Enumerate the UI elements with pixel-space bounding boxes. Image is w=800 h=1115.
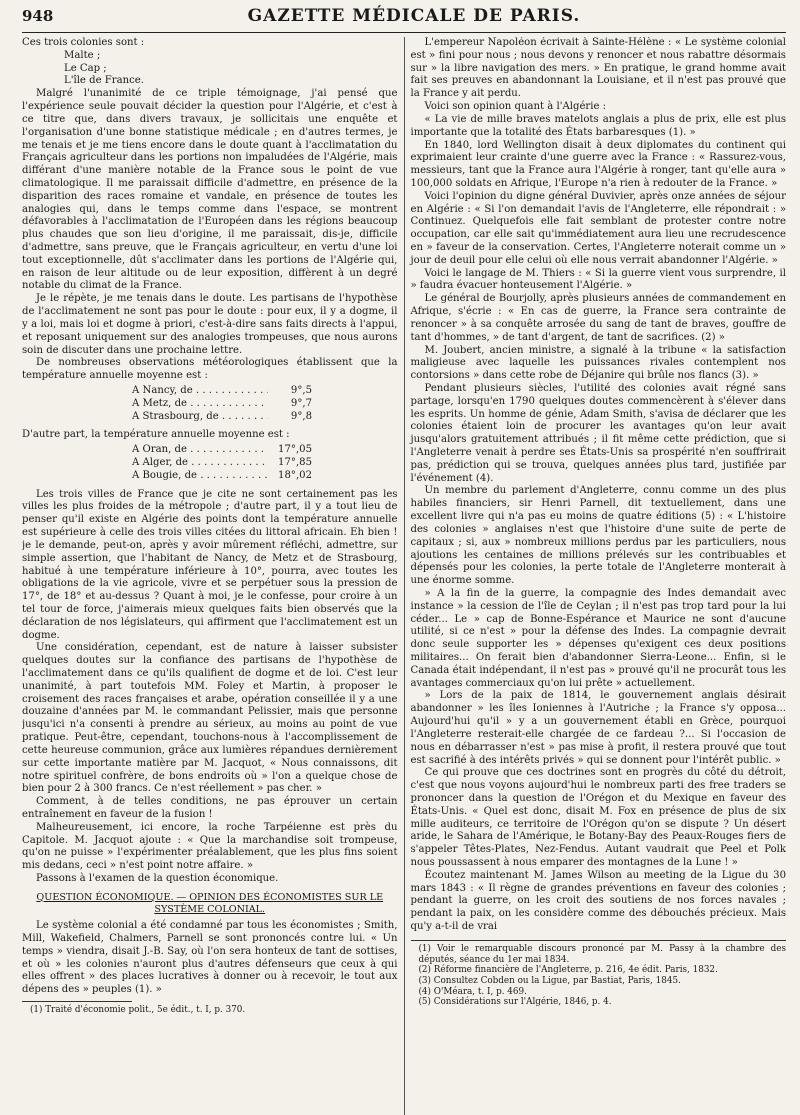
paragraph: Pendant plusieurs siècles, l'utilité des colonies avait régné sans partage, lorsqu'en 1790 quelques doutes commencèrent à s'élever dans les esprits. Un homme de génie, Adam Smith, s'avisa de déclarer que les colonies étaient loin de procurer les avantages qu'on leur avait jusqu'alors gratuitement attribués ; il fit même cette prédiction, que si l'Angleterre venait à perdre ses États-Unis sa prospérité n'en souffrirait pas, prédiction qui se trouva, quelques années plus tard, justifiée par l'événement (4). — [410, 382, 786, 484]
temperature-value: 17°,85 — [278, 457, 312, 468]
colony-item: L'île de France. — [64, 75, 144, 87]
paragraph: Un membre du parlement d'Angleterre, connu comme un des plus habiles financiers, sir Henri Parnell, dit textuellement, dans une excellent livre qui n'a pas eu moins de quatre éditions (5) : « L'histoire des colonies » anglaises n'est que l'histoire d'une suite de perte de capitaux ; si, aux » nombreux millions perdus par les particuliers, nous ajoutions les centaines de millions prélevés sur les contribuables et dépensés pour les colonies, la perte totale de l'Angleterre monterait à une énorme somme. — [410, 485, 786, 587]
paragraph: Écoutez maintenant M. James Wilson au meeting de la Ligue du 30 mars 1843 : « Il règne de grandes préventions en faveur des colonies ; pendant la guerre, on les croit des soutiens de nos forces navales ; pendant la paix, on les considère comme des débouchés précieux. Mais qu'y a-t-il de vrai — [410, 869, 786, 933]
footnotes — [411, 940, 787, 1008]
right-column — [404, 37, 787, 1115]
paragraph: D'autre part, la température annuelle moyenne est : — [22, 429, 290, 441]
page-header — [22, 6, 786, 33]
temperature-row — [132, 444, 312, 457]
article-columns — [22, 37, 786, 1115]
paragraph: Voici le langage de M. Thiers : « Si la guerre vient vous surprendre, il » faudra évacuer honteusement l'Algérie. » — [410, 267, 786, 292]
paragraph: Comment, à de telles conditions, ne pas éprouver un certain entraînement en faveur de la fusion ! — [22, 796, 398, 820]
paragraph: Le système colonial a été condamné par tous les économistes ; Smith, Mill, Wakefield, Chalmers, Parnell se sont prononcés contre lui. « Un temps » viendra, disait J.-B. Say, où l'on sera honteux de tant de sottises, et où » les colonies n'auront plus d'autres défenseurs que ceux à qui elles offrent » des places lucratives à donner ou à recevoir, le tout aux dépens des » peuples (1). » — [22, 920, 398, 996]
footnote: (2) Réforme financière de l'Angleterre, p. 216, 4e édit. Paris, 1832. — [418, 965, 718, 976]
footnote: (4) O'Méara, t. I, p. 469. — [418, 986, 527, 997]
temperature-table-algerie — [132, 444, 398, 482]
section-heading — [22, 892, 398, 916]
colony-item: Le Cap ; — [64, 62, 107, 74]
paragraph: Ces trois colonies sont : — [22, 37, 145, 48]
paragraph: M. Joubert, ancien ministre, a signalé à la tribune « la satisfaction maligieuse avec laquelle les puissances rivales contemplent nos contorsions » dans cette robe de Déjanire qui brûle nos flancs (3). » — [410, 344, 786, 382]
left-column — [22, 37, 404, 1115]
colony-item: Malte ; — [64, 49, 101, 61]
paragraph: L'empereur Napoléon écrivait à Sainte-Hélène : « Le système colonial est » fini pour nous ; nous devons y renoncer et nous rabattre désormais sur » la libre navigation des mers. » En pratique, le grand homme avait fait ses preuves en abandonnant la Louisiane, et il n'est pas prouvé que la France y ait perdu. — [410, 37, 786, 100]
temperature-table-france — [132, 385, 398, 423]
temperature-row — [132, 411, 312, 424]
page-number: 948 — [22, 7, 54, 25]
paragraph: De nombreuses observations météorologiques établissent que la température annuelle moyenne est : — [22, 357, 398, 382]
colonies-list — [22, 50, 398, 88]
paragraph: Voici son opinion quant à l'Algérie : — [424, 101, 607, 113]
paragraph: Je le répète, je me tenais dans le doute. Les partisans de l'hypothèse de l'acclimatement ne sont pas pour le doute : pour eux, il y a dogme, il y a loi, mais loi et dogme à priori, c'est-à-dire sans faits directs à l'appui, et reposant uniquement sur des analogies trompeuses, que nous aurons soin de discuter dans une prochaine lettre. — [22, 293, 398, 356]
section-heading-text: QUESTION ÉCONOMIQUE. — OPINION DES ÉCONOMISTES SUR LE SYSTÈME COLONIAL. — [36, 891, 384, 915]
paragraph: » Lors de la paix de 1814, le gouvernement anglais désirait abandonner » les îles Ioniennes à l'Autriche ; la France s'y opposa... Aujourd'hui qu'il » y a un gouvernement établi en Grèce, pourquoi l'Angleterre resterait-elle chargée de ce fardeau ?... Si l'occasion de nous en débarrasser n'est » pas mise à profit, il restera prouvé que tout est sacrifié à des intérêts privés » qui se donnent pour l'intérêt public. » — [410, 690, 786, 766]
paragraph: Le général de Bourjolly, après plusieurs années de commandement en Afrique, s'écrie : « En cas de guerre, la France sera contrainte de renoncer » à sa conquête arrosée du sang de tant de braves, gouffre de tant d'hommes, » de tant d'argent, de tant de sacrifices. (2) » — [410, 293, 786, 343]
paragraph: Les trois villes de France que je cite ne sont certainement pas les villes les plus froides de la métropole ; d'autre part, il y a tout lieu de penser qu'il existe en Algérie des points dont la température annuelle est supérieure à celle des trois villes citées du littoral africain. Eh bien ! je le demande, peut-on, après y avoir mûrement réfléchi, admettre, sur simple assertion, que l'habitant de Nancy, de Metz et de Strasbourg, habitué à une température inférieure à 10°, pourra, avec toutes les obligations de la vie agricole, vivre et se perpétuer sous la pression de 17°, de 18° et au-dessus ? Quant à moi, je le confesse, pour croire à un tel tour de force, j'aimerais mieux quelques faits bien observés que la déclaration de nos législateurs, qui affirment que l'acclimatement est un dogme. — [22, 488, 398, 641]
temperature-row — [132, 457, 312, 470]
paragraph: En 1840, lord Wellington disait à deux diplomates du continent qui exprimaient leur crainte d'une guerre avec la France : « Rassurez-vous, messieurs, tant que la France aura l'Algérie à ronger, tant qu'elle aura » 100,000 soldats en Afrique, l'Europe n'a rien à redouter de la France. » — [410, 139, 786, 189]
footnote-divider — [22, 1001, 132, 1002]
footnotes — [22, 1005, 398, 1016]
temperature-value: 17°,05 — [278, 444, 312, 456]
journal-title: GAZETTE MÉDICALE DE PARIS. — [247, 6, 581, 26]
paragraph: Ce qui prouve que ces doctrines sont en progrès du côté du détroit, c'est que nous voyons aujourd'hui le nombreux parti des free traders se prononcer dans la question de l'Orégon et du Mexique en faveur des États-Unis. « Quel est donc, disait M. Fox en présence de plus de six mille auditeurs, ce territoire de l'Orégon qu'on se dispute ? Un désert aride, le Sahara de l'Amérique, le Botany-Bay des Peaux-Rouges fiers de s'appeler Têtes-Plates, Nez-Fendus. Autant vaudrait que Peel et Polk nous poussassent à nous emparer des montagnes de la Lune ! » — [410, 767, 786, 868]
footnote: (3) Consultez Cobden ou la Ligue, par Bastiat, Paris, 1845. — [418, 976, 681, 987]
footnote: (1) Traité d'économie polit., 5e édit., t. I, p. 370. — [30, 1005, 246, 1016]
city-name: A Bougie, de . . . — [132, 470, 268, 483]
city-name: A Nancy, de . . . — [132, 385, 268, 398]
temperature-value: 9°,5 — [290, 384, 312, 396]
paragraph: « La vie de mille braves matelots anglais a plus de prix, elle est plus importante que la totalité des États barbaresques (1). » — [410, 113, 786, 138]
paragraph: Une considération, cependant, est de nature à laisser subsister quelques doutes sur la confiance des partisans de l'hypothèse de l'acclimatement dans ce qu'ils qualifient de dogme et de loi. C'est leur unanimité, à part toutefois MM. Foley et Martin, à proposer le croisement des races françaises et arabe, opération conseillée il y a une douzaine d'années par M. le commandant Pelissier, mais que personne jusqu'ici n'a consenti à prendre au sérieux, au moins au point de vue pratique. Peut-être, cependant, touchons-nous à l'accomplissement de cette heureuse communion, grâce aux lumières répandues dernièrement sur cette importante matière par M. Jacquot, « Nous connaissons, dit notre spirituel confrère, de bons endroits où » l'on a quelque chose de bien pour 2 à 300 francs. Ce n'est réellement » pas cher. » — [22, 642, 398, 795]
temperature-value: 18°,02 — [278, 469, 312, 481]
paragraph: » A la fin de la guerre, la compagnie des Indes demandait avec instance » la cession de l'île de Ceylan ; il n'est pas trop tard pour la lui céder... Le » cap de Bonne-Espérance et Maurice ne sont d'aucune utilité, si ce n'est » pour la défense des Indes. La compagnie devrait donc seule supporter les » dépenses qu'exigent ces deux positions militaires... On ferait bien d'abandonner Sierra-Leone... Enfin, si le Canada était indépendant, il n'est pas » prouvé qu'il ne procurât tous les avantages commerciaux qu'on lui prête » actuellement. — [410, 587, 786, 689]
footnote: (1) Voir le remarquable discours prononcé par M. Passy à la chambre des députés, séance du 1er mai 1834. — [418, 943, 786, 965]
temperature-value: 9°,8 — [290, 410, 312, 422]
paragraph: Passons à l'examen de la question économique. — [36, 873, 279, 884]
city-name: A Oran, de . . . — [132, 444, 268, 457]
footnote: (5) Considérations sur l'Algérie, 1846, p. 4. — [418, 997, 612, 1008]
temperature-row — [132, 385, 312, 398]
city-name: A Alger, de . . . — [132, 457, 268, 470]
temperature-value: 9°,7 — [290, 397, 312, 409]
paragraph: Voici l'opinion du digne général Duvivier, après onze années de séjour en Algérie : « Si l'on demandait l'avis de l'Angleterre, elle répondrait : » Continuez. Quelquefois elle fait semblant de protester contre notre occupation, car elle sait qu'immédiatement aura lieu une recrudescence en » faveur de la conservation. Certes, l'Angleterre noterait comme un » jour de deuil pour elle celui où elle nous verrait abandonner l'Algérie. » — [410, 190, 786, 266]
temperature-row — [132, 470, 312, 483]
temperature-row — [132, 398, 312, 411]
paragraph: Malgré l'unanimité de ce triple témoignage, j'ai pensé que l'expérience seule pouvait décider la question pour l'Algérie, et c'est à ce titre que, dans divers travaux, je sollicitais une enquête et l'organisation d'une bonne statistique médicale ; en d'autres termes, je me tenais et je me tiens encore dans le doute quant à l'acclimatation du Français agriculteur dans les portions non impaludées de l'Algérie, mais différant d'une manière notable de la France sous le point de vue climatologique. Il me paraissait difficile d'admettre, en présence de la disparition des races romaine et vandale, en présence de toutes les analogies qui, dans le temps comme dans l'espace, se montrent défavorables à l'acclimatation de l'Européen dans les régions beaucoup plus chaudes que son lieu d'origine, il me paraissait, dis-je, difficile d'admettre, sans preuve, que le Français agriculteur, en vertu d'une loi tout exceptionnelle, dût s'acclimater dans les portions de l'Algérie qui, en raison de leur altitude ou de leur exposition, diffèrent à un degré notable du climat de la France. — [22, 88, 398, 292]
city-name: A Metz, de . . . — [132, 398, 268, 411]
city-name: A Strasbourg, de . . . — [132, 411, 268, 424]
paragraph: Malheureusement, ici encore, la roche Tarpéienne est près du Capitole. M. Jacquot ajoute : « Que la marchandise soit trompeuse, qu'on ne puisse » l'expérimenter préalablement, que les plus fins soient mis dedans, ceci » n'est point notre affaire. » — [22, 821, 398, 872]
